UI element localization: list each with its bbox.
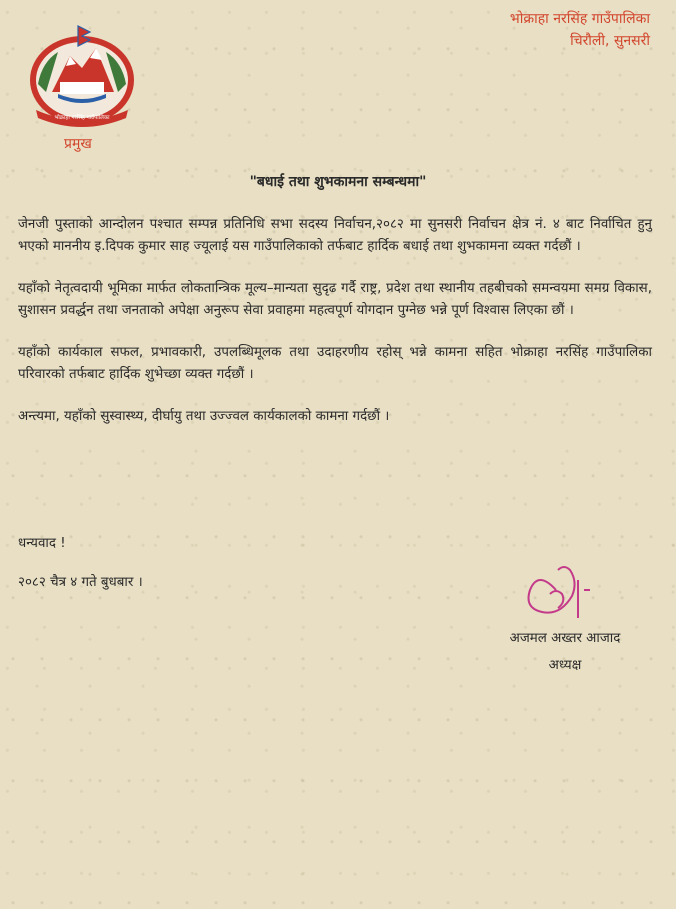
signatory-title: अध्यक्ष [548,658,582,673]
designation: प्रमुख [64,136,92,152]
letter-date: २०८२ चैत्र ४ गते बुधबार । [18,575,143,590]
org-header [510,8,650,52]
logo-lettering: भोक्राहा नरसिंह गाउँपालिका [54,115,110,121]
signature-icon [516,560,606,630]
paragraph: यहाँको नेतृत्वदायी भूमिका मार्फत लोकतान्त्रिक मूल्य–मान्यता सुदृढ गर्दै राष्ट्र, प्रदेश तथा स्थानीय तहबीचको समन्वयमा समग्र विकास, सुशासन प्रवर्द्धन तथा जनताको अपेक्षा अनुरूप सेवा प्रवाहमा महत्वपूर्ण योगदान पुग्नेछ भन्ने पूर्ण विश्वास लिएका छौं । [18,281,652,318]
closing-thanks: धन्यवाद ! [18,536,66,551]
paragraph: यहाँको कार्यकाल सफल, प्रभावकारी, उपलब्धिमूलक तथा उदाहरणीय रहोस् भन्ने कामना सहित भोक्राहा नरसिंह गाउँपालिका परिवारको तर्फबाट हार्दिक शुभेच्छा व्यक्त गर्दछौं । [18,345,652,382]
signatory-name: अजमल अख्तर आजाद [509,631,621,646]
municipality-logo-icon [22,22,142,132]
letter-subject: "बधाई तथा शुभकामना सम्बन्धमा" [249,174,427,190]
letter-body [18,214,652,448]
paragraph: जेनजी पुस्ताको आन्दोलन पश्चात सम्पन्न प्रतिनिधि सभा सदस्य निर्वाचन,२०८२ मा सुनसरी निर्वाचन क्षेत्र नं. ४ बाट निर्वाचित हुनु भएको माननीय इ.दिपक कुमार साह ज्यूलाई यस गाउँपालिकाको तर्फबाट हार्दिक बधाई तथा शुभकामना व्यक्त गर्दछौं । [18,217,652,254]
org-address: चिरौली, सुनसरी [570,33,650,49]
paragraph: अन्त्यमा, यहाँको सुस्वास्थ्य, दीर्घायु तथा उज्ज्वल कार्यकालको कामना गर्दछौं । [18,409,390,424]
org-name: भोक्राहा नरसिंह गाउँपालिका [509,11,650,27]
